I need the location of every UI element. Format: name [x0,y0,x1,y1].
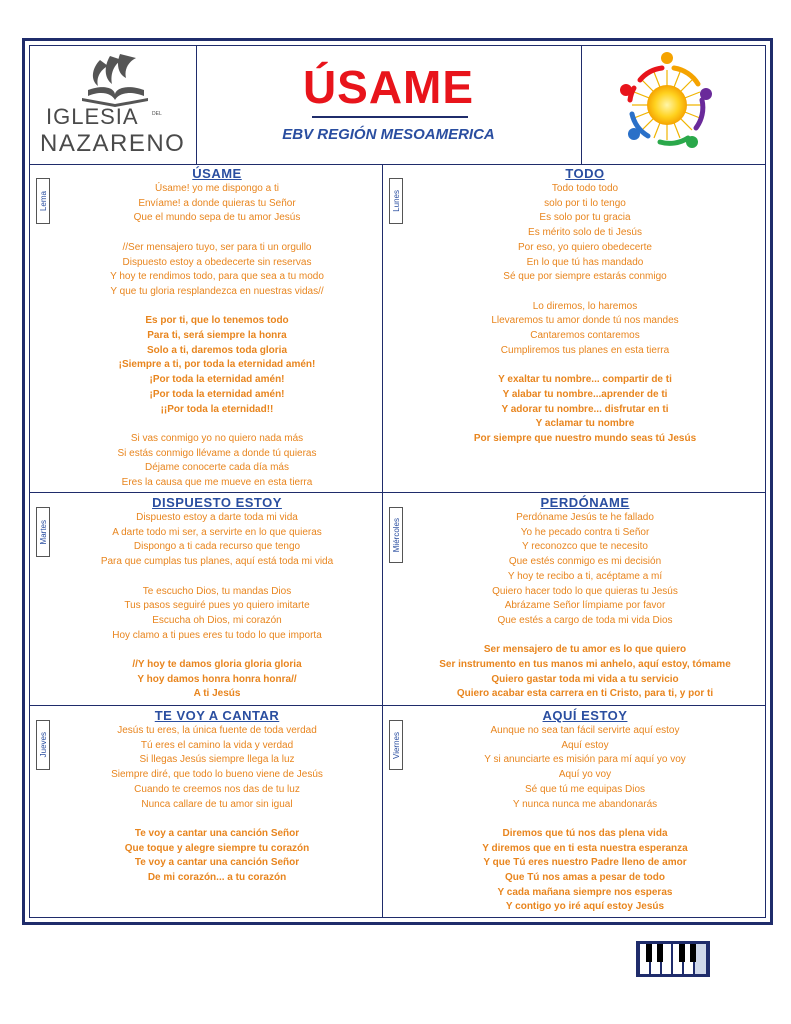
chorus-line: Y adorar tu nombre... disfrutar en ti [501,403,669,415]
lyric-line: Sé que por siempre estarás conmigo [503,271,667,283]
lyric-line: Todo todo todo [551,183,619,194]
song-title: PERDÓNAME [540,495,630,510]
lyric-line: Cuando te creemos nos das de tu luz [134,783,300,795]
lyric-line: Abrázame Señor límpiame por favor [504,600,666,612]
lyric-line: Envíame! a donde quieras tu Señor [138,197,296,209]
chorus-line: Y diremos que en ti esta nuestra esperanza [482,842,688,854]
lyric-line: Jesús tu eres, la única fuente de toda verdad [117,725,317,736]
lyric-line: Hoy clamo a ti pues eres tu todo lo que importa [112,629,322,641]
lyric-line: Cumpliremos tus planes en esta tierra [500,344,670,356]
chorus-line: Te voy a cantar una canción Señor [134,857,300,869]
lyric-line: Yo he pecado contra ti Señor [520,526,650,538]
stanza-gap [52,570,382,585]
songs-grid [30,164,765,917]
chorus-line: Diremos que tú nos das plena vida [502,827,668,839]
lyric-line: Te escucho Dios, tu mandas Dios [142,585,292,597]
song-lyrics [52,182,382,491]
chorus-line: Por siempre que nuestro mundo seas tú Jesús [473,432,697,444]
song [52,164,382,491]
chorus-line: De mi corazón... a tu corazón [147,872,287,884]
sun-people-emblem-icon [612,50,722,160]
song [405,164,765,447]
piano-logo-icon [636,941,710,977]
dove-book-icon [70,50,160,110]
day-tag: Jueves [36,720,50,770]
chorus-line: Y alabar tu nombre...aprender de ti [502,388,668,400]
lyric-line: Déjame conocerte cada día más [145,462,289,474]
stanza-gap [52,300,382,315]
emblem-box [582,46,765,164]
song-lyrics [405,511,765,702]
lyric-line: Llevaremos tu amor donde tú nos mandes [491,315,679,327]
stanza-gap [52,812,382,827]
song-lyrics [405,724,765,915]
lyric-line: Y que tu gloria resplandezca en nuestras vidas// [110,285,324,297]
lyric-line: Por eso, yo quiero obedecerte [518,241,652,253]
chorus-line: Ser mensajero de tu amor es lo que quiero [483,644,687,656]
song-cell-miercoles [383,493,765,706]
logo-text-nazareno: NAZARENO [40,130,186,157]
lyric-line: Dispuesto estoy a obedecerte sin reservas [122,256,312,268]
song-cell-viernes [383,706,765,917]
lyric-line: Tú eres el camino la vida y verdad [140,739,294,751]
chorus-line: ¡Por toda la eternidad amén! [149,388,285,400]
header [30,46,765,165]
lyric-line: Si llegas Jesús siempre llega la luz [139,754,295,766]
lyric-line: Nunca callare de tu amor sin igual [141,798,293,810]
song [52,706,382,886]
title-underline [312,116,468,118]
chorus-line: Quiero gastar toda mi vida a tu servicio [491,673,679,685]
chorus-line: Y que Tú eres nuestro Padre lleno de amor [483,857,687,869]
lyric-line: En lo que tú has mandado [526,256,644,268]
lyric-line: //Ser mensajero tuyo, ser para ti un orgullo [122,241,312,253]
lyric-line: Úsame! yo me dispongo a ti [155,183,279,194]
song-cell-martes [30,493,383,706]
lyric-line: Eres la causa que me mueve en esta tierra [121,477,313,489]
lyric-line: Siempre diré, que todo lo bueno viene de Jesús [111,769,323,781]
lyric-line: Quiero hacer todo lo que quieras tu Jesús [492,585,678,597]
lyric-line: Aquí estoy [561,739,609,751]
lyric-line: Cantaremos contaremos [530,330,640,342]
lyric-line: Es mérito solo de ti Jesús [528,227,642,239]
song-cell-jueves [30,706,383,917]
lyric-line: solo por ti lo tengo [544,197,626,209]
title-box [196,46,582,164]
day-tag: Martes [36,507,50,557]
song-title: ÚSAME [192,166,242,181]
day-tag: Lema [36,178,50,224]
chorus-line: Solo a ti, daremos toda gloria [146,344,288,356]
song [405,706,765,915]
chorus-line: Que Tú nos amas a pesar de todo [504,872,666,884]
lyric-line: Y hoy te rendimos todo, para que sea a tu modo [110,271,324,283]
lyric-line: Lo diremos, lo haremos [532,300,638,312]
stanza-gap [52,643,382,658]
logo-text-del: DEL [152,111,162,117]
chorus-line: Y contigo yo iré aquí estoy Jesús [505,901,665,913]
song-title: AQUÍ ESTOY [542,708,628,723]
stanza-gap [405,285,765,300]
page-frame-inner [29,45,766,918]
lyric-line: Y hoy te recibo a ti, acéptame a mí [507,570,663,582]
chorus-line: ¡Por toda la eternidad amén! [149,374,285,386]
lyric-line: Tus pasos seguiré pues yo quiero imitarte [124,600,310,612]
lyric-line: Que el mundo sepa de tu amor Jesús [133,212,301,224]
church-logo [30,46,197,164]
page-frame [22,38,773,925]
lyric-line: Y reconozco que te necesito [521,541,648,553]
lyric-line: Dispongo a ti cada recurso que tengo [133,541,301,553]
chorus-line: Quiero acabar esta carrera en ti Cristo, para ti, y por ti [456,688,714,700]
chorus-line: ¡¡Por toda la eternidad!! [160,403,274,415]
lyric-line: Y si anunciarte es misión para mí aquí yo voy [484,754,686,766]
lyric-line: Que estés conmigo es mi decisión [508,556,662,568]
stanza-gap [405,812,765,827]
chorus-line: Ser instrumento en tus manos mi anhelo, aquí estoy, tómame [439,659,731,671]
lyric-line: Aquí yo voy [558,769,612,781]
lyric-line: Sé que tú me equipas Dios [524,783,646,795]
stanza-gap [405,358,765,373]
day-tag: Lunes [389,178,403,224]
chorus-line: //Y hoy te damos gloria gloria gloria [132,659,302,670]
chorus-line: Y cada mañana siempre nos esperas [497,886,673,898]
stanza-gap [52,226,382,241]
chorus-line: Y exaltar tu nombre... compartir de ti [498,374,672,386]
stanza-gap [405,629,765,644]
song-title: TE VOY A CANTAR [154,708,280,723]
chorus-line: Que toque y alegre siempre tu corazón [124,842,310,854]
stanza-gap [52,417,382,432]
lyric-line: Si vas conmigo yo no quiero nada más [130,432,304,444]
song [52,493,382,702]
chorus-line: Te voy a cantar una canción Señor [134,827,300,839]
song-cell-lunes [383,164,765,493]
song-lyrics [52,511,382,702]
page-subtitle: EBV REGIÓN MESOAMERICA [282,126,495,143]
chorus-line: ¡Siempre a ti, por toda la eternidad amén! [118,359,316,371]
chorus-line: Es por ti, que lo tenemos todo [145,315,289,327]
chorus-line: Para ti, será siempre la honra [147,330,287,341]
day-tag: Miércoles [389,507,403,563]
chorus-line: Y hoy damos honra honra honra// [137,673,297,685]
logo-text-iglesia: IGLESIA [46,104,139,129]
lyric-line: Dispuesto estoy a darte toda mi vida [136,512,298,523]
song-lyrics [405,182,765,447]
day-tag: Viernes [389,720,403,770]
lyric-line: Si estás conmigo llévame a donde tú quieras [117,447,317,459]
lyric-line: Escucha oh Dios, mi corazón [152,614,282,626]
song [405,493,765,702]
song-lyrics [52,724,382,886]
lyric-line: Aunque no sea tan fácil servirte aquí estoy [490,725,680,736]
lyric-line: Perdóname Jesús te he fallado [516,512,654,523]
song-cell-lema [30,164,383,493]
chorus-line: A ti Jesús [193,688,241,700]
lyric-line: Es solo por tu gracia [539,212,631,224]
chorus-line: Y aclamar tu nombre [535,418,635,430]
song-title: TODO [565,166,605,181]
song-title: DISPUESTO ESTOY [152,495,282,510]
lyric-line: Para que cumplas tus planes, aquí está toda mi vida [100,556,334,568]
lyric-line: A darte todo mi ser, a servirte en lo que quieras [112,526,322,538]
page-title: ÚSAME [302,61,475,113]
lyric-line: Que estés a cargo de toda mi vida Dios [497,614,673,626]
lyric-line: Y nunca nunca me abandonarás [512,798,658,810]
